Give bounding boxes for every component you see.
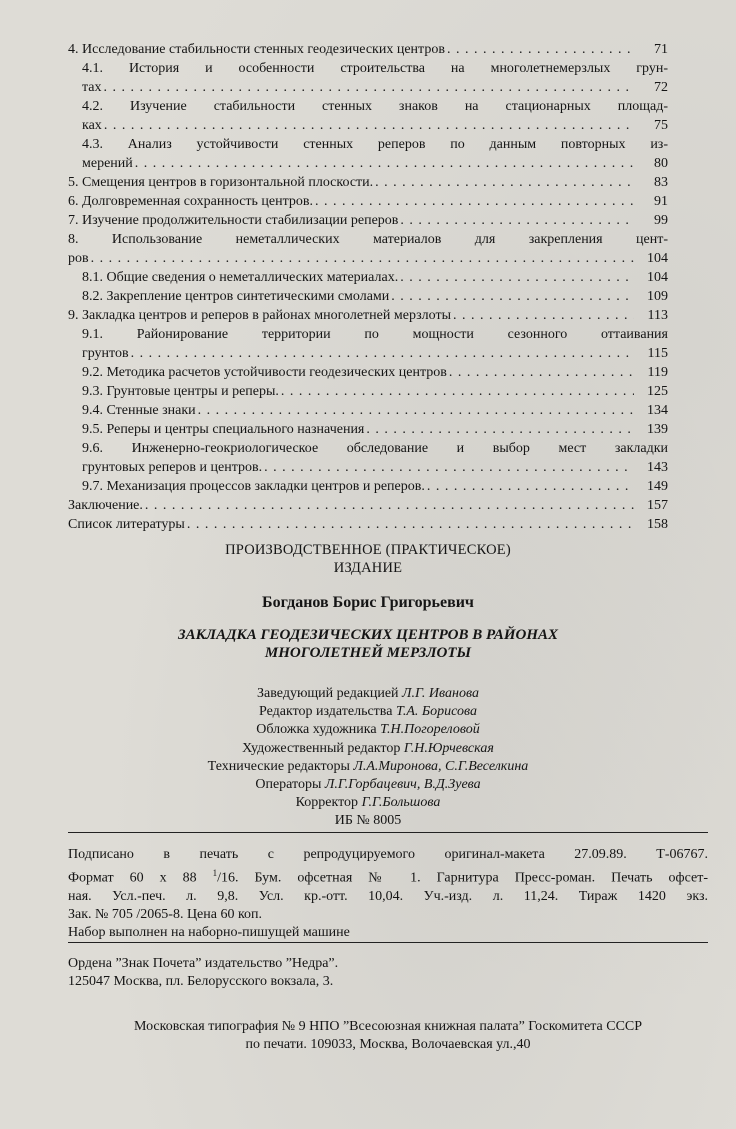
toc-page-number: 99 xyxy=(654,213,668,228)
toc-page-number: 91 xyxy=(654,194,668,209)
staff-line xyxy=(68,721,668,739)
toc-dot-leader xyxy=(400,211,634,230)
print-details-line: Подписано в печать с репродуцируемого оригинал-макета 27.09.89. Т-06767. xyxy=(68,847,708,862)
toc-page-number: 149 xyxy=(647,479,668,494)
toc-entry xyxy=(68,477,668,496)
publisher-line: 125047 Москва, пл. Белорусского вокзала, 3. xyxy=(68,974,334,989)
print-details-line xyxy=(68,864,708,888)
staff-line xyxy=(68,685,668,703)
staff-role: Художественный редактор xyxy=(242,740,401,756)
divider xyxy=(68,832,708,833)
format-fraction-numerator: 1 xyxy=(212,868,218,878)
toc-entry-title: 4. Исследование стабильности стенных геодезических центров xyxy=(68,42,445,57)
staff-line xyxy=(68,758,668,776)
toc-dot-leader xyxy=(145,496,634,515)
toc-dot-leader xyxy=(281,382,634,401)
paper-text: . Бум. офсетная № 1. Гарнитура Пресс-роман. Печать офсет- xyxy=(234,870,708,886)
toc-dot-leader xyxy=(427,477,634,496)
edition-kind-line: ИЗДАНИЕ xyxy=(333,560,403,576)
staff-role: Технические редакторы xyxy=(207,758,350,774)
toc-entry-title: 7. Изучение продолжительности стабилизации реперов xyxy=(68,213,399,228)
toc-dot-leader xyxy=(400,268,634,287)
printer-line: Московская типография № 9 НПО ”Всесоюзная книжная палата” Госкомитета СССР xyxy=(133,1019,643,1034)
toc-entry xyxy=(68,439,668,477)
toc-page-number: 113 xyxy=(647,308,668,323)
toc-dot-leader xyxy=(453,306,634,325)
staff-role: Обложка художника xyxy=(256,722,377,738)
author-name: Богданов Борис Григорьевич xyxy=(262,594,474,611)
staff-name: Л.Г.Горбацевич, В.Д.Зуева xyxy=(324,777,481,793)
toc-entry xyxy=(68,97,668,135)
toc-dot-leader xyxy=(104,78,634,97)
toc-entry xyxy=(68,230,668,268)
toc-entry-title: 6. Долговременная сохранность центров. xyxy=(68,194,314,209)
toc-entry xyxy=(68,420,668,439)
toc-entry-title: 9.3. Грунтовые центры и реперы. xyxy=(82,384,279,399)
toc-dot-leader xyxy=(264,458,634,477)
toc-dot-leader xyxy=(366,420,634,439)
toc-page-number: 75 xyxy=(654,118,668,133)
toc-entry-title-cont: ках xyxy=(82,118,102,133)
toc-entry xyxy=(68,496,668,515)
toc-page-number: 143 xyxy=(647,460,668,475)
toc-dot-leader xyxy=(449,363,634,382)
toc-entry-title: 9. Закладка центров и реперов в районах многолетней мерзлоты xyxy=(68,308,451,323)
ib-number: ИБ № 8005 xyxy=(334,813,402,829)
toc-page-number: 80 xyxy=(654,156,668,171)
toc-entry xyxy=(68,363,668,382)
toc-entry-title: 5. Смещения центров в горизонтальной плоскости. xyxy=(68,175,374,190)
format-fraction-denominator: /16 xyxy=(217,870,235,886)
toc-dot-leader xyxy=(315,192,634,211)
toc-page-number: 104 xyxy=(647,251,668,266)
printer-info xyxy=(68,1018,708,1054)
toc-entry xyxy=(68,382,668,401)
toc-entry xyxy=(68,59,668,97)
edition-kind-line: ПРОИЗВОДСТВЕННОЕ (ПРАКТИЧЕСКОЕ) xyxy=(225,542,511,558)
toc-entry-title: 4.3. Анализ устойчивости стенных реперов по данным повторных из- xyxy=(82,137,668,152)
toc-entry-title: 8.1. Общие сведения о неметаллических материалах. xyxy=(82,270,399,285)
toc-page-number: 72 xyxy=(654,80,668,95)
toc-page-number: 83 xyxy=(654,175,668,190)
toc-dot-leader xyxy=(187,515,634,534)
toc-entry-title: 9.1. Районирование территории по мощности сезонного оттаивания xyxy=(82,327,668,342)
toc-page-number: 157 xyxy=(647,498,668,513)
toc-dot-leader xyxy=(375,173,634,192)
toc-entry-title: 9.7. Механизация процессов закладки центров и реперов. xyxy=(82,479,425,494)
toc-entry xyxy=(68,211,668,230)
toc-page-number: 104 xyxy=(647,270,668,285)
toc-page-number: 139 xyxy=(647,422,668,437)
toc-entry xyxy=(68,192,668,211)
toc-page-number: 134 xyxy=(647,403,668,418)
toc-entry-title: 9.2. Методика расчетов устойчивости геодезических центров xyxy=(82,365,447,380)
toc-entry-title: 4.1. История и особенности строительства на многолетнемерзлых грун- xyxy=(82,61,668,76)
toc-page-number: 119 xyxy=(647,365,668,380)
toc-entry-title-cont: тах xyxy=(82,80,102,95)
toc-entry xyxy=(68,287,668,306)
toc-page-number: 158 xyxy=(647,517,668,532)
toc-entry-title: Список литературы xyxy=(68,517,185,532)
staff-name: Т.Н.Погореловой xyxy=(380,722,480,738)
edition-kind xyxy=(68,541,668,577)
toc-entry-title: 9.4. Стенные знаки xyxy=(82,403,196,418)
staff-role: Операторы xyxy=(255,777,322,793)
staff-role: Корректор xyxy=(295,795,359,811)
toc-entry xyxy=(68,306,668,325)
toc-entry-title: 8.2. Закрепление центров синтетическими смолами xyxy=(82,289,390,304)
table-of-contents xyxy=(68,40,668,534)
toc-entry xyxy=(68,515,668,534)
toc-dot-leader xyxy=(198,401,634,420)
toc-entry xyxy=(68,325,668,363)
staff-name: Г.Н.Юрчевская xyxy=(403,740,494,756)
book-title xyxy=(68,626,668,662)
toc-entry xyxy=(68,268,668,287)
print-details-line: Набор выполнен на наборно-пишущей машине xyxy=(68,924,350,940)
staff-name: Т.А. Борисова xyxy=(395,704,477,720)
staff-name: Г.Г.Большова xyxy=(361,795,441,811)
print-details xyxy=(68,846,708,942)
toc-page-number: 71 xyxy=(654,42,668,57)
toc-page-number: 109 xyxy=(647,289,668,304)
publisher-info xyxy=(68,955,708,991)
toc-entry-title: 9.5. Реперы и центры специального назначения xyxy=(82,422,365,437)
toc-entry xyxy=(68,173,668,192)
staff-role: Редактор издательства xyxy=(259,704,393,720)
toc-entry-title: 4.2. Изучение стабильности стенных знаков на стационарных площад- xyxy=(82,99,668,114)
printer-line: по печати. 109033, Москва, Волочаевская ул.,40 xyxy=(245,1037,531,1052)
toc-entry-title-cont: грунтовых реперов и центров. xyxy=(82,460,263,475)
staff-name: Л.Г. Иванова xyxy=(402,686,479,701)
staff-role: Заведующий редакцией xyxy=(257,686,399,701)
toc-entry xyxy=(68,40,668,59)
toc-dot-leader xyxy=(131,344,634,363)
print-details-line: ная. Усл.-печ. л. 9,8. Усл. кр.-отт. 10,04. Уч.-изд. л. 11,24. Тираж 1420 экз. xyxy=(68,888,708,904)
staff-line xyxy=(68,794,668,812)
staff-list xyxy=(68,685,668,831)
staff-line xyxy=(68,776,668,794)
toc-page-number: 125 xyxy=(647,384,668,399)
toc-dot-leader xyxy=(104,116,634,135)
toc-entry-title-cont: мерений xyxy=(82,156,133,171)
publisher-line: Ордена ”Знак Почета” издательство ”Недра”. xyxy=(68,956,339,971)
toc-entry xyxy=(68,135,668,173)
format-text: Формат 60 х 88 xyxy=(68,870,197,886)
toc-dot-leader xyxy=(91,249,634,268)
divider xyxy=(68,942,708,943)
toc-page-number: 115 xyxy=(647,346,668,361)
toc-entry xyxy=(68,401,668,420)
toc-entry-title-cont: грунтов xyxy=(82,346,129,361)
toc-entry-title-cont: ров xyxy=(68,251,89,266)
book-title-line: ЗАКЛАДКА ГЕОДЕЗИЧЕСКИХ ЦЕНТРОВ В РАЙОНАХ xyxy=(177,627,559,643)
staff-line xyxy=(68,703,668,721)
toc-entry-title: 8. Использование неметаллических материалов для закрепления цент- xyxy=(68,232,668,247)
staff-line xyxy=(68,740,668,758)
toc-entry-title: Заключение. xyxy=(68,498,143,513)
toc-dot-leader xyxy=(391,287,634,306)
staff-name: Л.А.Миронова, С.Г.Веселкина xyxy=(353,758,529,774)
print-details-line: Зак. № 705 /2065-8. Цена 60 коп. xyxy=(68,906,263,922)
toc-dot-leader xyxy=(447,40,634,59)
toc-dot-leader xyxy=(135,154,634,173)
toc-entry-title: 9.6. Инженерно-геокриологическое обследование и выбор мест закладки xyxy=(82,441,668,456)
book-title-line: МНОГОЛЕТНЕЙ МЕРЗЛОТЫ xyxy=(264,645,472,661)
